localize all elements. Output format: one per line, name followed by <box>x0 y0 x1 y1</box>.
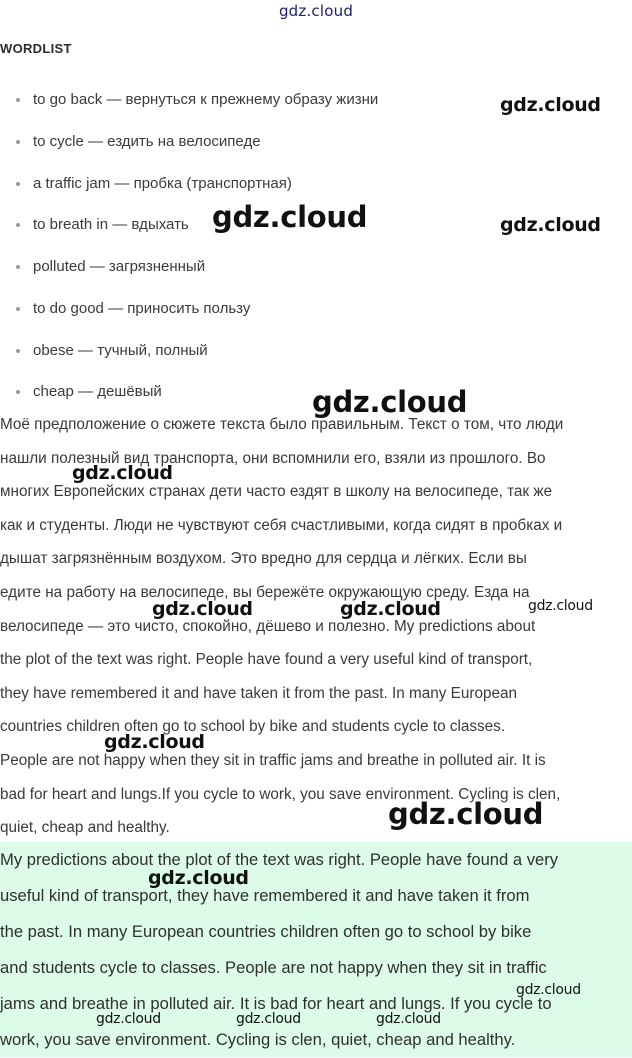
watermark: gdz.cloud <box>148 867 249 889</box>
watermark: gdz.cloud <box>528 598 593 614</box>
list-item-text: polluted — загрязненный <box>33 258 206 275</box>
watermark: gdz.cloud <box>312 385 468 419</box>
bullet-icon <box>16 182 20 186</box>
watermark: gdz.cloud <box>388 797 544 831</box>
list-item-text: a traffic jam — пробка (транспортная) <box>33 175 292 192</box>
list-item-text: to do good — приносить пользу <box>33 300 251 317</box>
paragraph-line: quiet, cheap and healthy. <box>0 819 170 837</box>
watermark: gdz.cloud <box>376 1011 441 1027</box>
paragraph-line: дышат загрязнённым воздухом. Это вредно для сердца и лёгких. Если вы <box>0 550 527 568</box>
watermark: gdz.cloud <box>516 982 581 998</box>
answer-line: and students cycle to classes. People are not happy when they sit in traffic <box>0 958 547 977</box>
list-item-text: to breath in — вдыхать <box>33 216 189 233</box>
list-item-text: obese — тучный, полный <box>33 342 208 359</box>
list-item <box>16 257 205 277</box>
paragraph-line: велосипеде — это чисто, спокойно, дёшево и полезно. My predictions about <box>0 617 536 635</box>
wordlist-heading: WORDLIST <box>0 41 72 56</box>
watermark: gdz.cloud <box>236 1011 301 1027</box>
paragraph-line: People are not happy when they sit in traffic jams and breathe in polluted air. It is <box>0 751 546 769</box>
bullet-icon <box>16 223 20 227</box>
watermark: gdz.cloud <box>212 200 368 234</box>
list-item <box>16 174 292 194</box>
list-item <box>16 132 261 152</box>
bullet-icon <box>16 390 20 394</box>
watermark: gdz.cloud <box>96 1011 161 1027</box>
list-item <box>16 382 162 402</box>
list-item-text: to cycle — ездить на велосипеде <box>33 133 261 150</box>
list-item <box>16 341 208 361</box>
answer-line: the past. In many European countries children often go to school by bike <box>0 922 532 941</box>
bullet-icon <box>16 265 20 269</box>
site-logo[interactable]: gdz.cloud <box>278 2 354 20</box>
answer-line: jams and breathe in polluted air. It is bad for heart and lungs. If you cycle to <box>0 994 552 1013</box>
bullet-icon <box>16 349 20 353</box>
bullet-icon <box>16 307 20 311</box>
bullet-icon <box>16 98 20 102</box>
list-item-text: to go back — вернуться к прежнему образу жизни <box>33 91 379 108</box>
paragraph-line: countries children often go to school by bike and students cycle to classes. <box>0 718 506 736</box>
paragraph-line: Моё предположение о сюжете текста было правильным. Текст о том, что люди <box>0 416 564 433</box>
paragraph-line: нашли полезный вид транспорта, они вспомнили его, взяли из прошлого. Во <box>0 449 546 467</box>
paragraph-line: the plot of the text was right. People have found a very useful kind of transport, <box>0 651 533 669</box>
paragraph-line: едите на работу на велосипеде, вы бережёте окружающую среду. Езда на <box>0 583 530 601</box>
paragraph-line: многих Европейских странах дети часто ездят в школу на велосипеде, так же <box>0 483 553 501</box>
list-item <box>16 215 189 235</box>
watermark: gdz.cloud <box>152 598 253 620</box>
paragraph-line: bad for heart and lungs.If you cycle to work, you save environment. Cycling is clen, <box>0 785 561 803</box>
answer-line: work, you save environment. Cycling is clen, quiet, cheap and healthy. <box>0 1030 516 1049</box>
answer-line: My predictions about the plot of the text was right. People have found a very <box>0 850 559 869</box>
answer-line: useful kind of transport, they have remembered it and have taken it from <box>0 886 530 905</box>
answer-paragraph <box>0 842 632 1058</box>
watermark: gdz.cloud <box>500 214 601 236</box>
watermark: gdz.cloud <box>500 94 601 116</box>
watermark: gdz.cloud <box>72 462 173 484</box>
bullet-icon <box>16 140 20 144</box>
list-item-text: cheap — дешёвый <box>33 383 162 400</box>
watermark: gdz.cloud <box>104 731 205 753</box>
list-item <box>16 299 250 319</box>
paragraph-line: they have remembered it and have taken it from the past. In many European <box>0 684 517 702</box>
paragraph-line: как и студенты. Люди не чувствуют себя счастливыми, когда сидят в пробках и <box>0 516 563 534</box>
watermark: gdz.cloud <box>340 598 441 620</box>
list-item <box>16 90 378 110</box>
